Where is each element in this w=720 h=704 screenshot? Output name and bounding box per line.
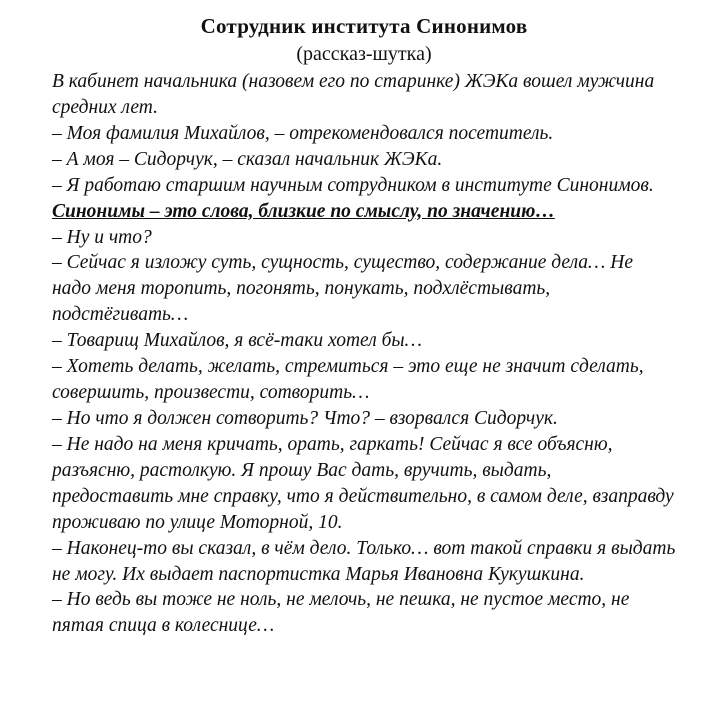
synonyms-definition-emphasis: Синонимы – это слова, близкие по смыслу, по значению…: [52, 200, 555, 222]
document-body: [52, 69, 676, 639]
page-subtitle: (рассказ-шутка): [296, 42, 432, 65]
paragraph-11: – Наконец-то вы сказал, в чём дело. Только… вот такой справки я выдать не могу. Их выдает паспортистка Марья Ивановна Кукушкина.: [52, 537, 676, 585]
paragraph-1: В кабинет начальника (назовем его по старинке) ЖЭКа вошел мужчина средних лет.: [52, 71, 655, 118]
page-title: Сотрудник института Синонимов: [200, 14, 528, 38]
paragraph-2: – Моя фамилия Михайлов, – отрекомендовался посетитель.: [52, 122, 554, 144]
paragraph-10: – Не надо на меня кричать, орать, гаркать! Сейчас я все объясню, разъясню, растолкую. Я прошу Вас дать, вручить, выдать, предоставить мне справку, что я действительно, в самом деле, взаправду проживаю по улице Моторной, 10.: [52, 433, 674, 533]
paragraph-4-text: – Я работаю старшим научным сотрудником в институте Синонимов.: [52, 174, 654, 196]
paragraph-12: – Но ведь вы тоже не ноль, не мелочь, не пешка, не пустое место, не пятая спица в колеснице…: [52, 589, 630, 637]
paragraph-7: – Товарищ Михайлов, я всё-таки хотел бы…: [52, 330, 422, 352]
paragraph-8: – Хотеть делать, желать, стремиться – это еще не значит сделать, совершить, произвести, сотворить…: [52, 356, 644, 404]
paragraph-9: – Но что я должен сотворить? Что? – взорвался Сидорчук.: [52, 407, 558, 429]
paragraph-6: – Сейчас я изложу суть, сущность, существо, содержание дела… Не надо меня торопить, погонять, понукать, подхлёстывать, подстёгивать…: [52, 252, 634, 326]
paragraph-3: – А моя – Сидорчук, – сказал начальник ЖЭКа.: [52, 148, 443, 170]
paragraph-5: – Ну и что?: [52, 226, 152, 248]
paragraph-4: [52, 173, 676, 225]
